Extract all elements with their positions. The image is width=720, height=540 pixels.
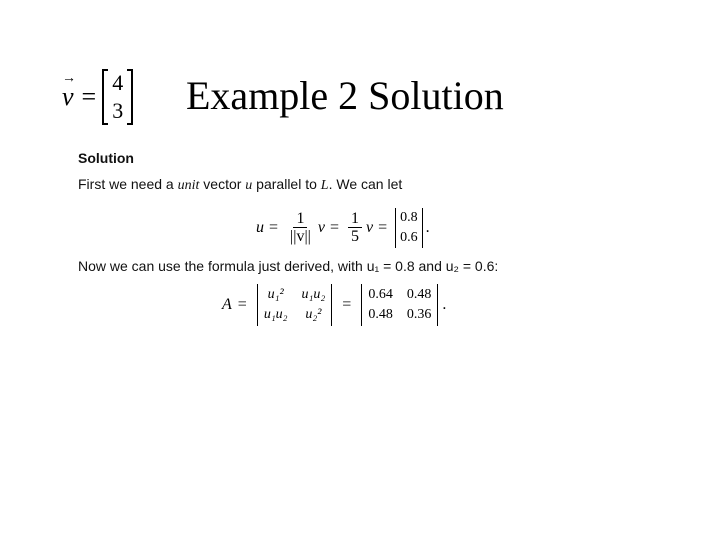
symbolic-matrix — [257, 284, 332, 326]
equals-sign: = — [329, 219, 339, 236]
vector-u: u — [256, 219, 264, 236]
solution-block — [78, 150, 598, 194]
solution-line-1 — [78, 176, 598, 194]
equation-unit-vector — [256, 208, 430, 248]
denominator: ||v|| — [290, 227, 311, 245]
fraction — [348, 211, 362, 246]
vector-definition — [62, 68, 133, 126]
slide-title: Example 2 Solution — [186, 73, 504, 118]
result-vector — [395, 208, 423, 248]
equals-sign: = — [378, 219, 388, 236]
equation-projection-matrix — [222, 284, 446, 326]
matrix-entry: u₂² — [305, 307, 322, 322]
matrix-entry: 0.48 — [406, 287, 432, 302]
matrix-A: A — [222, 296, 232, 313]
equals-sign: = — [269, 219, 279, 236]
numerator: 1 — [293, 211, 307, 228]
equals-sign: = — [237, 296, 247, 313]
text-segment: unit — [177, 178, 200, 193]
equals-sign: = — [342, 296, 352, 313]
period: . — [425, 219, 430, 236]
numeric-matrix — [361, 284, 438, 326]
matrix-entry: 0.36 — [406, 307, 432, 322]
vector-entry: 3 — [112, 98, 124, 123]
equals-sign: = — [81, 82, 97, 111]
vector-matrix — [102, 69, 133, 125]
matrix-entry: u₁² — [267, 287, 284, 302]
vector-entry: 0.6 — [400, 230, 418, 245]
denominator: 5 — [350, 227, 359, 245]
vector-entry: 0.8 — [400, 210, 418, 225]
fraction — [287, 211, 314, 246]
vector-arrow: → — [62, 71, 76, 86]
vector-u: u — [245, 178, 253, 193]
matrix-entry: u₁u₂ — [263, 307, 288, 322]
text-segment: First we need a — [78, 176, 178, 192]
text-segment: . We can let — [328, 176, 403, 192]
matrix-entry: 0.64 — [368, 287, 393, 302]
line-L: L — [320, 178, 329, 193]
vector-v: v — [365, 219, 374, 236]
numerator: 1 — [348, 211, 362, 228]
matrix-entry: 0.48 — [368, 307, 393, 322]
solution-heading: Solution — [78, 150, 134, 166]
text-segment: parallel to — [252, 176, 321, 192]
vector-v — [62, 71, 76, 111]
vector-entry: 4 — [112, 70, 124, 95]
text-segment: vector — [199, 176, 246, 192]
vector-v-letter: v — [62, 82, 74, 111]
matrix-entry: u₁u₂ — [301, 287, 326, 302]
solution-line-2: Now we can use the formula just derived, with u₁ = 0.8 and u₂ = 0.6: — [78, 258, 499, 274]
vector-v: v — [317, 219, 325, 236]
period: . — [442, 296, 447, 313]
